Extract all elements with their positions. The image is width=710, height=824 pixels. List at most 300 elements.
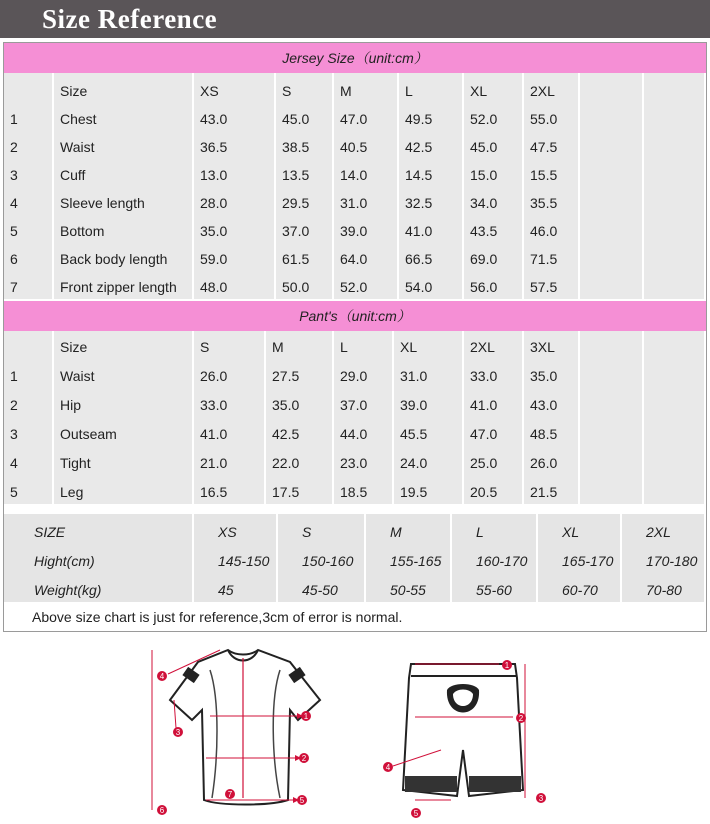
- pants-cell: [580, 446, 644, 475]
- jersey-cell-text: 2: [10, 139, 18, 155]
- pants-marker-1: [502, 660, 512, 670]
- pants-cell-text: 45.5: [400, 426, 428, 442]
- pants-cell: [394, 417, 464, 446]
- pants-cell: [524, 331, 580, 359]
- hw-cell-text: 145-150: [218, 553, 270, 569]
- jersey-cell: [464, 215, 524, 243]
- pants-cell-text: 3: [10, 426, 18, 442]
- pants-cell: [4, 417, 54, 446]
- jersey-marker-5: [297, 795, 307, 805]
- pants-cell: [54, 388, 194, 417]
- pants-cell-text: 26.0: [200, 368, 228, 384]
- jersey-cell: [334, 103, 399, 131]
- jersey-cell: [524, 131, 580, 159]
- pants-diagram: [375, 650, 555, 820]
- jersey-cell-text: XS: [200, 83, 219, 99]
- pants-cell-text: 37.0: [340, 397, 368, 413]
- jersey-cell-text: 28.0: [200, 195, 228, 211]
- hw-cell-text: Hight(cm): [34, 553, 95, 569]
- svg-text:2: 2: [301, 754, 307, 763]
- pants-cell: [524, 446, 580, 475]
- jersey-cell: [580, 187, 644, 215]
- svg-text:4: 4: [159, 672, 165, 681]
- pants-cell-text: 48.5: [530, 426, 558, 442]
- jersey-cell: [464, 131, 524, 159]
- jersey-cell: [194, 215, 276, 243]
- pants-cell: [524, 359, 580, 388]
- jersey-cell-text: 56.0: [470, 279, 498, 295]
- hw-cell-text: 155-165: [390, 553, 442, 569]
- pants-cell-text: 47.0: [470, 426, 498, 442]
- svg-text:3: 3: [538, 794, 544, 803]
- jersey-cell: [194, 103, 276, 131]
- jersey-cell: [524, 159, 580, 187]
- jersey-cell-text: 50.0: [282, 279, 310, 295]
- jersey-cell: [334, 243, 399, 271]
- svg-text:5: 5: [413, 809, 419, 818]
- pants-cell-text: 41.0: [200, 426, 228, 442]
- jersey-cell-text: 35.0: [200, 223, 228, 239]
- pants-cell: [644, 446, 706, 475]
- hw-cell-text: 2XL: [646, 524, 671, 540]
- jersey-cell: [399, 131, 464, 159]
- jersey-cell: [4, 131, 54, 159]
- jersey-cell-text: 57.5: [530, 279, 558, 295]
- jersey-cell-text: 43.5: [470, 223, 498, 239]
- jersey-cell: [334, 73, 399, 103]
- pants-cell-text: 35.0: [272, 397, 300, 413]
- jersey-cell-text: Chest: [60, 111, 97, 127]
- pants-cell-text: 5: [10, 484, 18, 500]
- jersey-cell: [4, 103, 54, 131]
- pants-cell-text: 39.0: [400, 397, 428, 413]
- jersey-cell-text: 41.0: [405, 223, 433, 239]
- jersey-cell: [4, 73, 54, 103]
- svg-text:5: 5: [299, 796, 305, 805]
- hw-row: [4, 544, 706, 574]
- jersey-cell: [4, 159, 54, 187]
- hw-cell: [366, 573, 452, 602]
- jersey-cell-text: 71.5: [530, 251, 558, 267]
- jersey-cell-text: 69.0: [470, 251, 498, 267]
- pants-cell-text: 18.5: [340, 484, 368, 500]
- jersey-cell-text: 61.5: [282, 251, 310, 267]
- pants-cell-text: 4: [10, 455, 18, 471]
- pants-cell-text: 23.0: [340, 455, 368, 471]
- pants-cell: [524, 475, 580, 504]
- jersey-cell-text: Cuff: [60, 167, 86, 183]
- jersey-cell: [399, 271, 464, 299]
- pants-banner: Pant's（unit:cm）: [4, 301, 706, 331]
- hw-cell-text: XS: [218, 524, 237, 540]
- pants-cell: [394, 359, 464, 388]
- hw-cell: [194, 573, 278, 602]
- jersey-cell-text: 32.5: [405, 195, 433, 211]
- pants-marker-3: [536, 793, 546, 803]
- jersey-cell: [644, 271, 706, 299]
- jersey-cell: [276, 243, 334, 271]
- jersey-cell: [644, 159, 706, 187]
- jersey-cell: [4, 271, 54, 299]
- pants-cell-text: 22.0: [272, 455, 300, 471]
- jersey-cell: [54, 215, 194, 243]
- hw-cell: [278, 573, 366, 602]
- jersey-cell-text: 34.0: [470, 195, 498, 211]
- jersey-cell: [334, 271, 399, 299]
- pants-cell: [266, 417, 334, 446]
- jersey-cell-text: 52.0: [340, 279, 368, 295]
- pants-cell-text: 1: [10, 368, 18, 384]
- jersey-cell: [276, 103, 334, 131]
- pants-cell: [464, 388, 524, 417]
- jersey-cell-text: 48.0: [200, 279, 228, 295]
- jersey-cell: [580, 243, 644, 271]
- jersey-cell-text: 5: [10, 223, 18, 239]
- jersey-cell: [54, 271, 194, 299]
- size-chart-frame: [3, 42, 707, 632]
- pants-cell: [266, 359, 334, 388]
- jersey-cell-text: 2XL: [530, 83, 555, 99]
- jersey-cell: [276, 215, 334, 243]
- hw-cell-text: 45-50: [302, 582, 338, 598]
- jersey-cell: [4, 187, 54, 215]
- pants-cell: [644, 359, 706, 388]
- jersey-cell: [524, 271, 580, 299]
- pants-cell-text: 20.5: [470, 484, 498, 500]
- jersey-cell-text: 14.0: [340, 167, 368, 183]
- pants-cell-text: 2: [10, 397, 18, 413]
- svg-text:3: 3: [175, 728, 181, 737]
- jersey-cell: [580, 159, 644, 187]
- jersey-row: [4, 103, 706, 132]
- pants-cell: [644, 475, 706, 504]
- hw-cell-text: S: [302, 524, 312, 540]
- svg-text:1: 1: [303, 712, 309, 721]
- jersey-cell-text: 31.0: [340, 195, 368, 211]
- jersey-cell: [464, 159, 524, 187]
- jersey-cell: [580, 215, 644, 243]
- jersey-cell: [524, 187, 580, 215]
- pants-cell: [464, 475, 524, 504]
- pants-cell: [580, 475, 644, 504]
- jersey-cell: [464, 243, 524, 271]
- jersey-cell: [464, 103, 524, 131]
- jersey-cell-text: 38.5: [282, 139, 310, 155]
- jersey-cell: [276, 187, 334, 215]
- jersey-cell: [644, 215, 706, 243]
- pants-cell: [334, 417, 394, 446]
- hw-cell-text: XL: [562, 524, 580, 540]
- hw-cell: [278, 514, 366, 544]
- jersey-cell-text: Sleeve length: [60, 195, 145, 211]
- jersey-cell-text: Waist: [60, 139, 95, 155]
- jersey-cell: [54, 73, 194, 103]
- jersey-cell: [4, 243, 54, 271]
- hw-cell: [4, 544, 194, 573]
- jersey-cell: [464, 187, 524, 215]
- pants-cell: [54, 417, 194, 446]
- jersey-cell-text: 35.5: [530, 195, 558, 211]
- pants-cell-text: XL: [400, 339, 418, 355]
- jersey-cell-text: 1: [10, 111, 18, 127]
- jersey-marker-4: [157, 671, 167, 681]
- jersey-cell: [464, 271, 524, 299]
- pants-cell: [4, 359, 54, 388]
- pants-cell-text: Leg: [60, 484, 84, 500]
- pants-cell-text: 31.0: [400, 368, 428, 384]
- pants-cell: [4, 475, 54, 504]
- pants-row: [4, 388, 706, 418]
- hw-cell: [278, 544, 366, 573]
- hw-cell: [538, 514, 622, 544]
- jersey-cell: [644, 243, 706, 271]
- jersey-cell: [194, 73, 276, 103]
- jersey-cell-text: XL: [470, 83, 488, 99]
- pants-cell-text: 21.0: [200, 455, 228, 471]
- jersey-cell-text: 54.0: [405, 279, 433, 295]
- jersey-cell: [580, 131, 644, 159]
- jersey-cell-text: 59.0: [200, 251, 228, 267]
- jersey-cell: [276, 131, 334, 159]
- pants-cell: [334, 475, 394, 504]
- pants-cell-text: 26.0: [530, 455, 558, 471]
- jersey-cell: [524, 73, 580, 103]
- hw-cell: [366, 544, 452, 573]
- hw-cell: [538, 544, 622, 573]
- jersey-cell-text: 46.0: [530, 223, 558, 239]
- jersey-cell: [4, 215, 54, 243]
- pants-cell-text: 21.5: [530, 484, 558, 500]
- pants-cell: [334, 388, 394, 417]
- pants-marker-2: [516, 713, 526, 723]
- pants-cell-text: 27.5: [272, 368, 300, 384]
- pants-cell-text: 29.0: [340, 368, 368, 384]
- pants-cell: [580, 331, 644, 359]
- jersey-cell-text: 3: [10, 167, 18, 183]
- pants-cell-text: Size: [60, 339, 88, 355]
- pants-cell: [54, 446, 194, 475]
- pants-header-row: [4, 331, 706, 360]
- svg-text:1: 1: [504, 661, 510, 670]
- jersey-cell: [524, 215, 580, 243]
- pants-cell: [644, 417, 706, 446]
- pants-cell-text: 44.0: [340, 426, 368, 442]
- svg-text:4: 4: [385, 763, 391, 772]
- pants-cell-text: 25.0: [470, 455, 498, 471]
- pants-cell: [266, 388, 334, 417]
- hw-cell: [622, 514, 706, 544]
- hw-cell: [452, 514, 538, 544]
- jersey-cell-text: Size: [60, 83, 88, 99]
- svg-text:6: 6: [159, 806, 165, 815]
- hw-cell: [622, 544, 706, 573]
- jersey-cell-text: S: [282, 83, 292, 99]
- jersey-cell: [54, 131, 194, 159]
- jersey-cell-text: 42.5: [405, 139, 433, 155]
- jersey-cell: [580, 73, 644, 103]
- jersey-diagram: [140, 640, 340, 822]
- jersey-cell: [276, 73, 334, 103]
- hw-header-row: [4, 514, 706, 545]
- jersey-row: [4, 215, 706, 244]
- pants-cell-text: 19.5: [400, 484, 428, 500]
- hw-cell-text: 150-160: [302, 553, 354, 569]
- hw-cell: [4, 573, 194, 602]
- hw-cell-text: 45: [218, 582, 234, 598]
- pants-cell: [464, 417, 524, 446]
- jersey-cell-text: 52.0: [470, 111, 498, 127]
- pants-cell: [464, 359, 524, 388]
- jersey-cell: [54, 159, 194, 187]
- jersey-cell-text: 29.5: [282, 195, 310, 211]
- hw-cell: [452, 573, 538, 602]
- pants-cell: [464, 446, 524, 475]
- jersey-cell-text: 4: [10, 195, 18, 211]
- hw-cell: [622, 573, 706, 602]
- hw-cell: [4, 514, 194, 544]
- jersey-cell-text: 64.0: [340, 251, 368, 267]
- pants-cell-text: Waist: [60, 368, 95, 384]
- hw-cell: [194, 514, 278, 544]
- jersey-cell-text: 15.5: [530, 167, 558, 183]
- jersey-cell: [399, 159, 464, 187]
- jersey-cell-text: 13.0: [200, 167, 228, 183]
- jersey-cell: [580, 103, 644, 131]
- pants-cell-text: 17.5: [272, 484, 300, 500]
- hw-cell-text: 60-70: [562, 582, 598, 598]
- hw-cell-text: L: [476, 524, 484, 540]
- pants-cell-text: S: [200, 339, 210, 355]
- hw-cell-text: 50-55: [390, 582, 426, 598]
- pants-cell: [194, 475, 266, 504]
- jersey-cell: [194, 131, 276, 159]
- jersey-banner: Jersey Size（unit:cm）: [4, 43, 706, 73]
- pants-cell: [54, 331, 194, 359]
- pants-cell: [54, 359, 194, 388]
- pants-cell: [394, 475, 464, 504]
- pants-row: [4, 359, 706, 389]
- reference-note: Above size chart is just for reference,3cm of error is normal.: [4, 604, 706, 630]
- svg-text:7: 7: [227, 790, 233, 799]
- jersey-cell-text: 37.0: [282, 223, 310, 239]
- jersey-cell: [276, 271, 334, 299]
- pants-cell-text: 2XL: [470, 339, 495, 355]
- jersey-cell-text: 47.5: [530, 139, 558, 155]
- pants-cell: [644, 331, 706, 359]
- jersey-cell: [276, 159, 334, 187]
- jersey-row: [4, 243, 706, 272]
- jersey-cell-text: 14.5: [405, 167, 433, 183]
- jersey-cell: [54, 187, 194, 215]
- jersey-row: [4, 271, 706, 300]
- pants-cell-text: 43.0: [530, 397, 558, 413]
- pants-row: [4, 417, 706, 447]
- pants-marker-4: [383, 762, 393, 772]
- pants-cell: [266, 475, 334, 504]
- pants-cell-text: 42.5: [272, 426, 300, 442]
- pants-cell: [4, 388, 54, 417]
- hw-cell-text: 160-170: [476, 553, 528, 569]
- jersey-cell-text: Bottom: [60, 223, 105, 239]
- jersey-row: [4, 131, 706, 160]
- hw-cell-text: 165-170: [562, 553, 614, 569]
- pants-cell-text: Tight: [60, 455, 91, 471]
- jersey-cell: [524, 243, 580, 271]
- hw-cell-text: M: [390, 524, 402, 540]
- page-title: Size Reference: [42, 4, 218, 34]
- hw-row: [4, 573, 706, 603]
- jersey-cell: [399, 243, 464, 271]
- jersey-marker-1: [301, 711, 311, 721]
- jersey-cell: [54, 243, 194, 271]
- pants-cell: [394, 331, 464, 359]
- pants-cell-text: Hip: [60, 397, 82, 413]
- jersey-cell: [194, 159, 276, 187]
- pants-cell-text: L: [340, 339, 348, 355]
- jersey-cell-text: 15.0: [470, 167, 498, 183]
- page-header: [0, 0, 710, 38]
- jersey-cell: [580, 271, 644, 299]
- jersey-cell-text: 55.0: [530, 111, 558, 127]
- jersey-cell: [194, 271, 276, 299]
- jersey-cell-text: 43.0: [200, 111, 228, 127]
- jersey-cell: [399, 103, 464, 131]
- pants-cell: [394, 446, 464, 475]
- jersey-cell-text: 39.0: [340, 223, 368, 239]
- hw-cell: [194, 544, 278, 573]
- pants-cell-text: 33.0: [200, 397, 228, 413]
- jersey-cell-text: 36.5: [200, 139, 228, 155]
- pants-cell: [524, 417, 580, 446]
- pants-row: [4, 446, 706, 476]
- jersey-row: [4, 187, 706, 216]
- jersey-cell: [644, 103, 706, 131]
- jersey-cell-text: 6: [10, 251, 18, 267]
- hw-cell: [452, 544, 538, 573]
- pants-cell-text: M: [272, 339, 284, 355]
- hw-cell: [538, 573, 622, 602]
- pants-cell: [194, 388, 266, 417]
- jersey-cell: [644, 73, 706, 103]
- jersey-cell-text: 13.5: [282, 167, 310, 183]
- pants-cell: [334, 446, 394, 475]
- pants-cell: [194, 417, 266, 446]
- pants-cell: [580, 359, 644, 388]
- jersey-cell-text: Back body length: [60, 251, 168, 267]
- jersey-cell: [464, 73, 524, 103]
- pants-cell-text: 3XL: [530, 339, 555, 355]
- jersey-cell: [334, 215, 399, 243]
- jersey-cell: [334, 131, 399, 159]
- pants-cell: [266, 446, 334, 475]
- pants-cell: [394, 388, 464, 417]
- jersey-marker-6: [157, 805, 167, 815]
- jersey-cell: [194, 243, 276, 271]
- pants-cell: [644, 388, 706, 417]
- pants-cell: [524, 388, 580, 417]
- pants-cell: [4, 331, 54, 359]
- pants-cell: [194, 331, 266, 359]
- jersey-cell-text: 66.5: [405, 251, 433, 267]
- jersey-cell: [399, 73, 464, 103]
- hw-cell-text: SIZE: [34, 524, 66, 540]
- hw-cell-text: Weight(kg): [34, 582, 102, 598]
- pants-cell-text: 16.5: [200, 484, 228, 500]
- pants-cell: [266, 331, 334, 359]
- pants-cell: [334, 359, 394, 388]
- jersey-marker-3: [173, 727, 183, 737]
- jersey-cell-text: 45.0: [470, 139, 498, 155]
